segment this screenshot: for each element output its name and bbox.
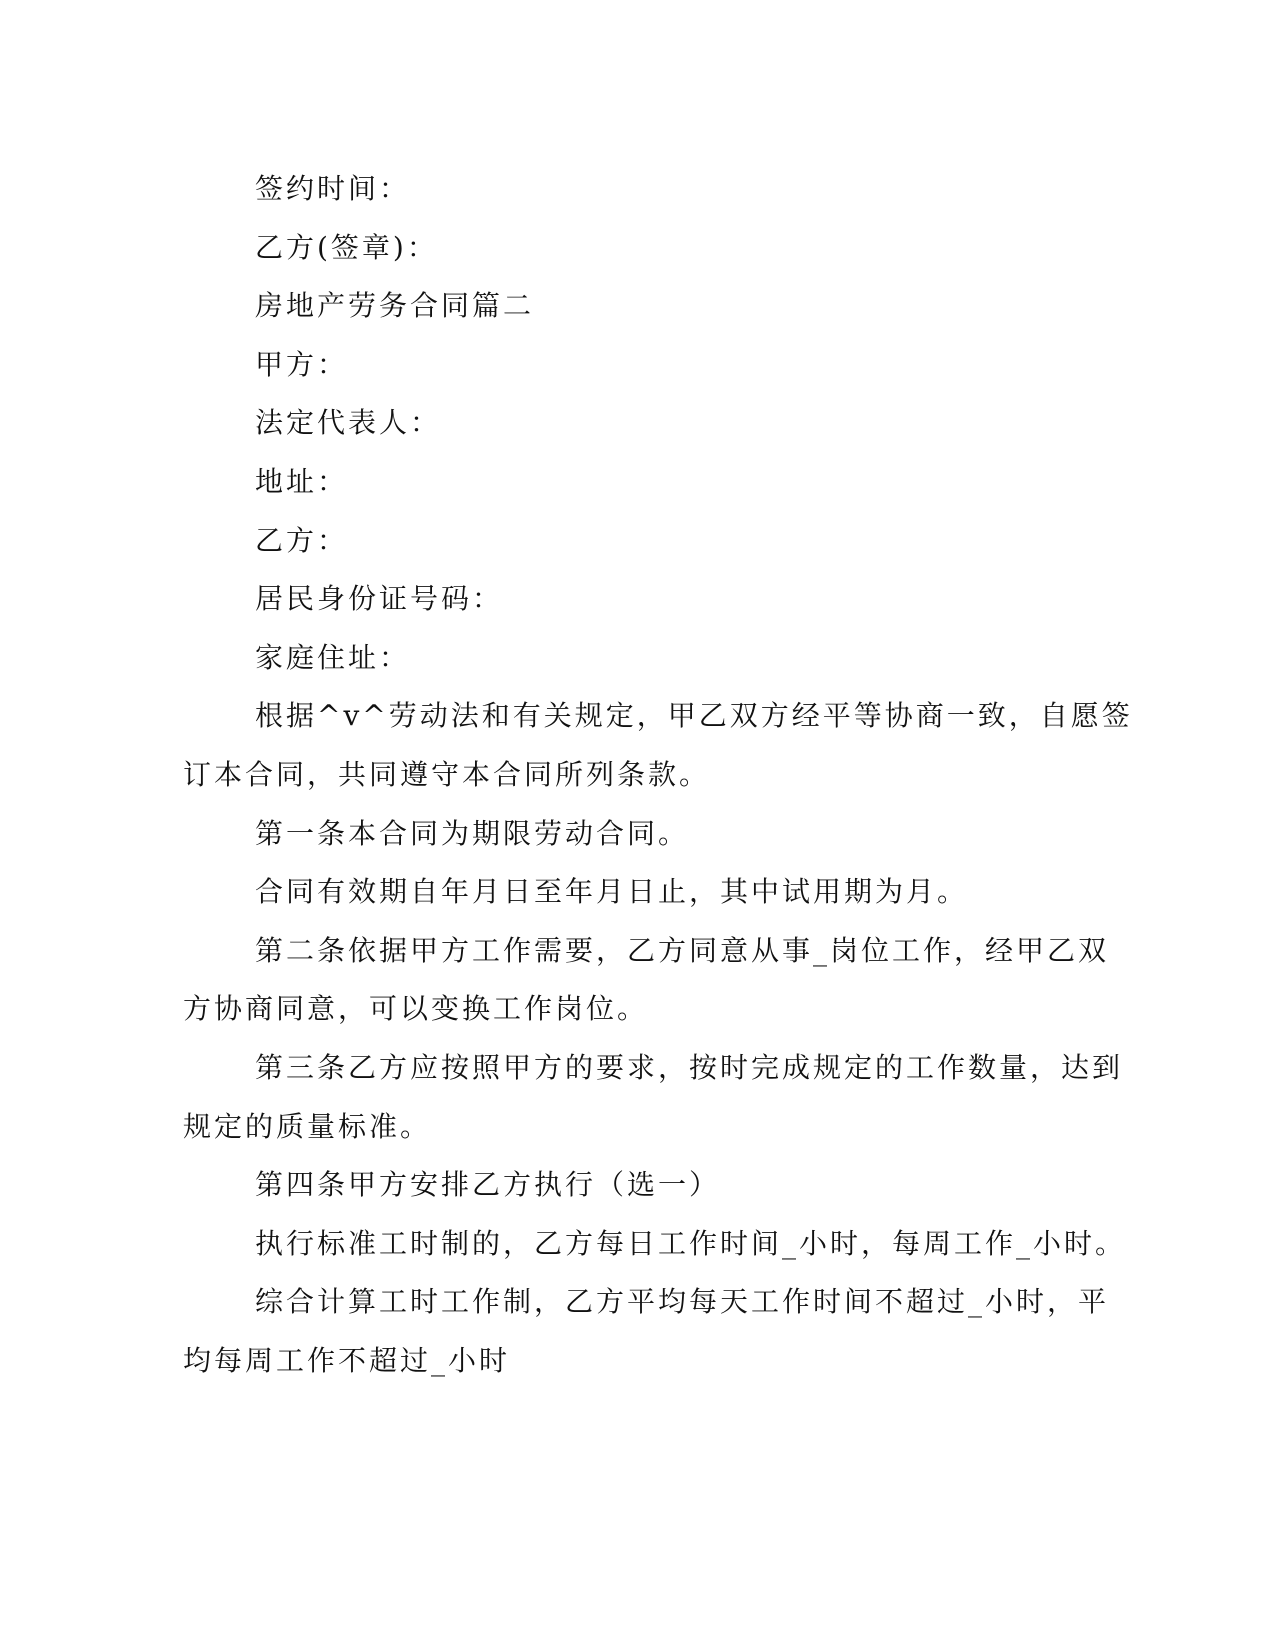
- article-1-line: 第一条本合同为期限劳动合同。: [255, 816, 690, 850]
- section-title: 房地产劳务合同篇二: [255, 289, 535, 323]
- comprehensive-hours-line-1: 综合计算工时工作制，乙方平均每天工作时间不超过_小时，平: [255, 1285, 1110, 1319]
- article-4-line: 第四条甲方安排乙方执行（选一）: [255, 1168, 721, 1202]
- address-line: 地址：: [255, 464, 349, 498]
- article-2-line-2: 方协商同意，可以变换工作岗位。: [183, 992, 649, 1026]
- id-number-line: 居民身份证号码：: [255, 582, 504, 616]
- home-address-line: 家庭住址：: [255, 640, 411, 674]
- article-3-line-2: 规定的质量标准。: [183, 1109, 432, 1143]
- party-b-line: 乙方：: [255, 523, 349, 557]
- party-b-signature-line: 乙方(签章)：: [255, 230, 438, 264]
- standard-hours-line: 执行标准工时制的，乙方每日工作时间_小时，每周工作_小时。: [255, 1226, 1127, 1260]
- preamble-paragraph-line-1: 根据^v^劳动法和有关规定，甲乙双方经平等协商一致，自愿签: [255, 699, 1133, 733]
- article-2-line-1: 第二条依据甲方工作需要，乙方同意从事_岗位工作，经甲乙双: [255, 933, 1110, 967]
- party-a-line: 甲方：: [255, 347, 349, 381]
- signing-time-line: 签约时间：: [255, 172, 411, 205]
- comprehensive-hours-line-2: 均每周工作不超过_小时: [183, 1343, 511, 1377]
- preamble-paragraph-line-2: 订本合同，共同遵守本合同所列条款。: [183, 757, 711, 791]
- legal-representative-line: 法定代表人：: [255, 406, 442, 440]
- contract-term-line: 合同有效期自年月日至年月日止，其中试用期为月。: [255, 875, 969, 909]
- article-3-line-1: 第三条乙方应按照甲方的要求，按时完成规定的工作数量，达到: [255, 1050, 1124, 1084]
- document-body: [183, 160, 1133, 1390]
